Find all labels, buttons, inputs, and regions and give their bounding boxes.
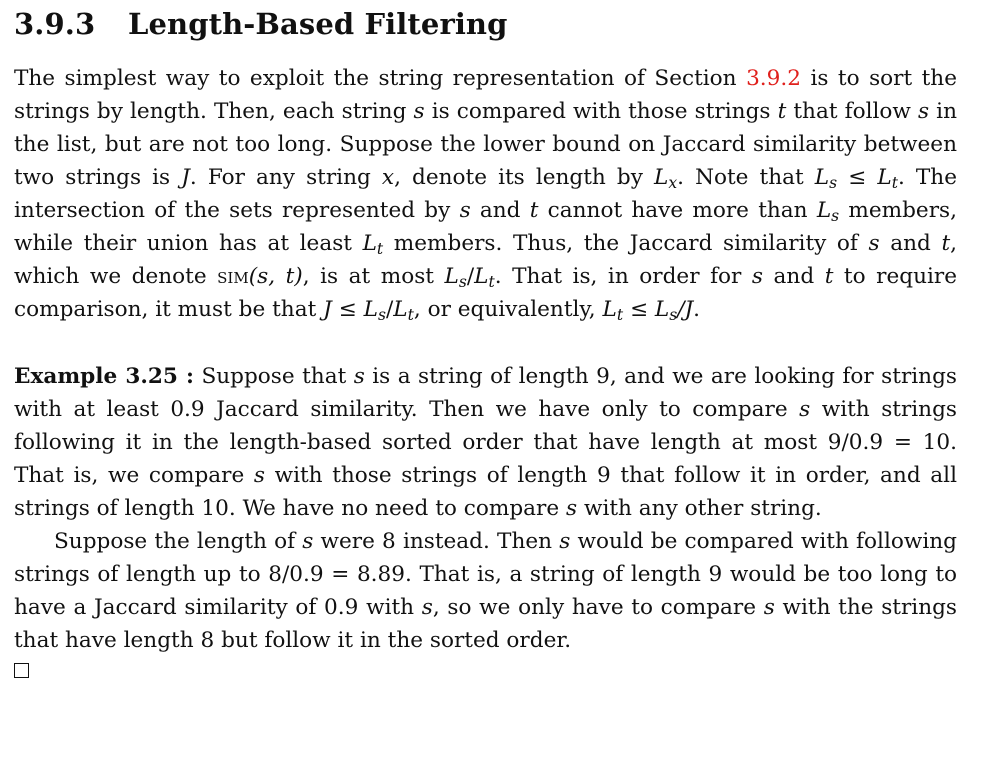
math-symbol: L: [393, 297, 408, 322]
text-run: with strings following it in the length-based sorted order that have length at most 9/0.9 = 10. That is, we compare: [14, 397, 957, 488]
math-var: J: [181, 165, 190, 190]
text-run: would be compared with following strings of length up to 8/0.9 = 8.89. That is, a string of length 9 would be too long to have a Jaccard similarity of 0.9 with: [14, 529, 957, 620]
section-number: 3.9.3: [14, 7, 96, 41]
math-var: t: [941, 231, 951, 256]
text-run: , so we only have to compare: [432, 595, 764, 620]
text-run: with any other string.: [577, 496, 822, 521]
example-label: Example 3.25 :: [14, 364, 194, 389]
math-var: s: [253, 463, 265, 488]
text-run: The simplest way to exploit the string representation of Section: [14, 66, 747, 91]
math-symbol: L: [363, 297, 378, 322]
text-run: . The intersection of the sets represented by: [14, 165, 957, 223]
math-var: s: [413, 99, 425, 124]
math-ratio-ls-lt: [445, 264, 495, 289]
math-function-name: sim: [217, 264, 249, 289]
math-var: s: [459, 198, 471, 223]
math-var: t: [529, 198, 539, 223]
text-run: that follow: [786, 99, 918, 124]
text-run: members. Thus, the Jaccard similarity of: [383, 231, 869, 256]
math-symbol: L: [816, 198, 832, 223]
math-var: s: [566, 496, 578, 521]
text-run: cannot have more than: [538, 198, 817, 223]
math-var: s: [917, 99, 930, 124]
text-run: , is at most: [302, 264, 445, 289]
math-symbol: L: [362, 231, 377, 256]
math-symbol: /J: [677, 297, 694, 322]
math-inequality-ls-lt: [815, 165, 898, 190]
math-length-s: [817, 198, 839, 223]
intro-paragraph: [14, 62, 957, 326]
text-run: . Note that: [677, 165, 815, 190]
page: [14, 0, 957, 678]
math-sim-function: [217, 264, 303, 289]
text-run: were 8 instead. Then: [313, 529, 560, 554]
math-subscript: t: [616, 305, 624, 324]
math-subscript: t: [488, 272, 495, 291]
section-title: Length-Based Filtering: [128, 7, 508, 41]
math-symbol: L: [474, 264, 489, 289]
text-run: with the strings that have length 8 but follow it in the sorted order.: [14, 595, 958, 653]
text-run: , denote its length by: [394, 165, 655, 190]
math-symbol: L: [654, 165, 669, 190]
math-subscript: t: [891, 173, 898, 192]
math-operator: ≤: [837, 165, 878, 190]
math-subscript: s: [669, 305, 678, 324]
math-length-x: [654, 165, 677, 190]
math-operator: ≤: [331, 297, 364, 322]
text-run: is a string of length 9, and we are looking for strings with at least 0.9 Jaccard similarity. Then we have only to compare: [14, 364, 957, 422]
math-var: s: [751, 264, 764, 289]
text-run: and: [470, 198, 530, 223]
math-subscript: s: [458, 272, 467, 291]
text-run: , or equivalently,: [413, 297, 603, 322]
math-symbol: L: [877, 165, 892, 190]
section-reference-link[interactable]: 3.9.2: [746, 66, 802, 91]
text-run: . For any string: [189, 165, 382, 190]
text-run: members, while their union has at least: [14, 198, 957, 256]
math-var: s: [421, 595, 433, 620]
math-var: t: [824, 264, 834, 289]
math-var: s: [763, 595, 775, 620]
text-run: with those strings of length 9 that follow it in order, and all strings of length 10. We have no need to compare: [14, 463, 957, 521]
math-var: t: [777, 99, 787, 124]
text-run: to require comparison, it must be that: [14, 264, 957, 322]
text-run: is to sort the strings by length. Then, each string: [14, 66, 957, 124]
math-subscript: s: [829, 173, 838, 192]
math-symbol: L: [654, 297, 670, 322]
math-subscript: t: [376, 239, 384, 258]
math-subscript: s: [831, 206, 840, 225]
math-function-args: (s, t): [248, 264, 303, 289]
text-run: .: [693, 297, 701, 322]
text-run: Suppose that: [194, 364, 354, 389]
math-operator: ≤: [623, 297, 655, 322]
example-paragraph: [14, 360, 957, 525]
text-run: is compared with those strings: [424, 99, 778, 124]
text-run: and: [763, 264, 825, 289]
math-symbol: L: [814, 165, 830, 190]
math-var: s: [353, 364, 365, 389]
math-symbol: L: [602, 297, 617, 322]
section-heading: [14, 4, 957, 44]
math-symbol: L: [444, 264, 459, 289]
example-paragraph-2: [14, 525, 957, 657]
math-var: s: [868, 231, 880, 256]
math-var: s: [559, 529, 571, 554]
math-operator: /: [385, 297, 394, 322]
math-subscript: x: [668, 173, 678, 192]
text-run: Suppose the length of: [54, 529, 303, 554]
math-symbol: J: [323, 297, 332, 322]
math-inequality-j: [323, 297, 414, 322]
text-run: and: [879, 231, 942, 256]
math-var: s: [302, 529, 314, 554]
math-subscript: s: [377, 305, 386, 324]
text-run: in the list, but are not too long. Suppose the lower bound on Jaccard similarity between two strings is: [14, 99, 957, 190]
math-inequality-lt: [602, 297, 693, 322]
math-length-t: [363, 231, 384, 256]
text-run: , which we denote: [14, 231, 958, 289]
math-var: x: [381, 165, 395, 190]
math-var: s: [799, 397, 811, 422]
text-run: . That is, in order for: [494, 264, 752, 289]
math-subscript: t: [407, 305, 414, 324]
math-operator: /: [466, 264, 475, 289]
end-of-example-square-icon: [14, 663, 29, 678]
